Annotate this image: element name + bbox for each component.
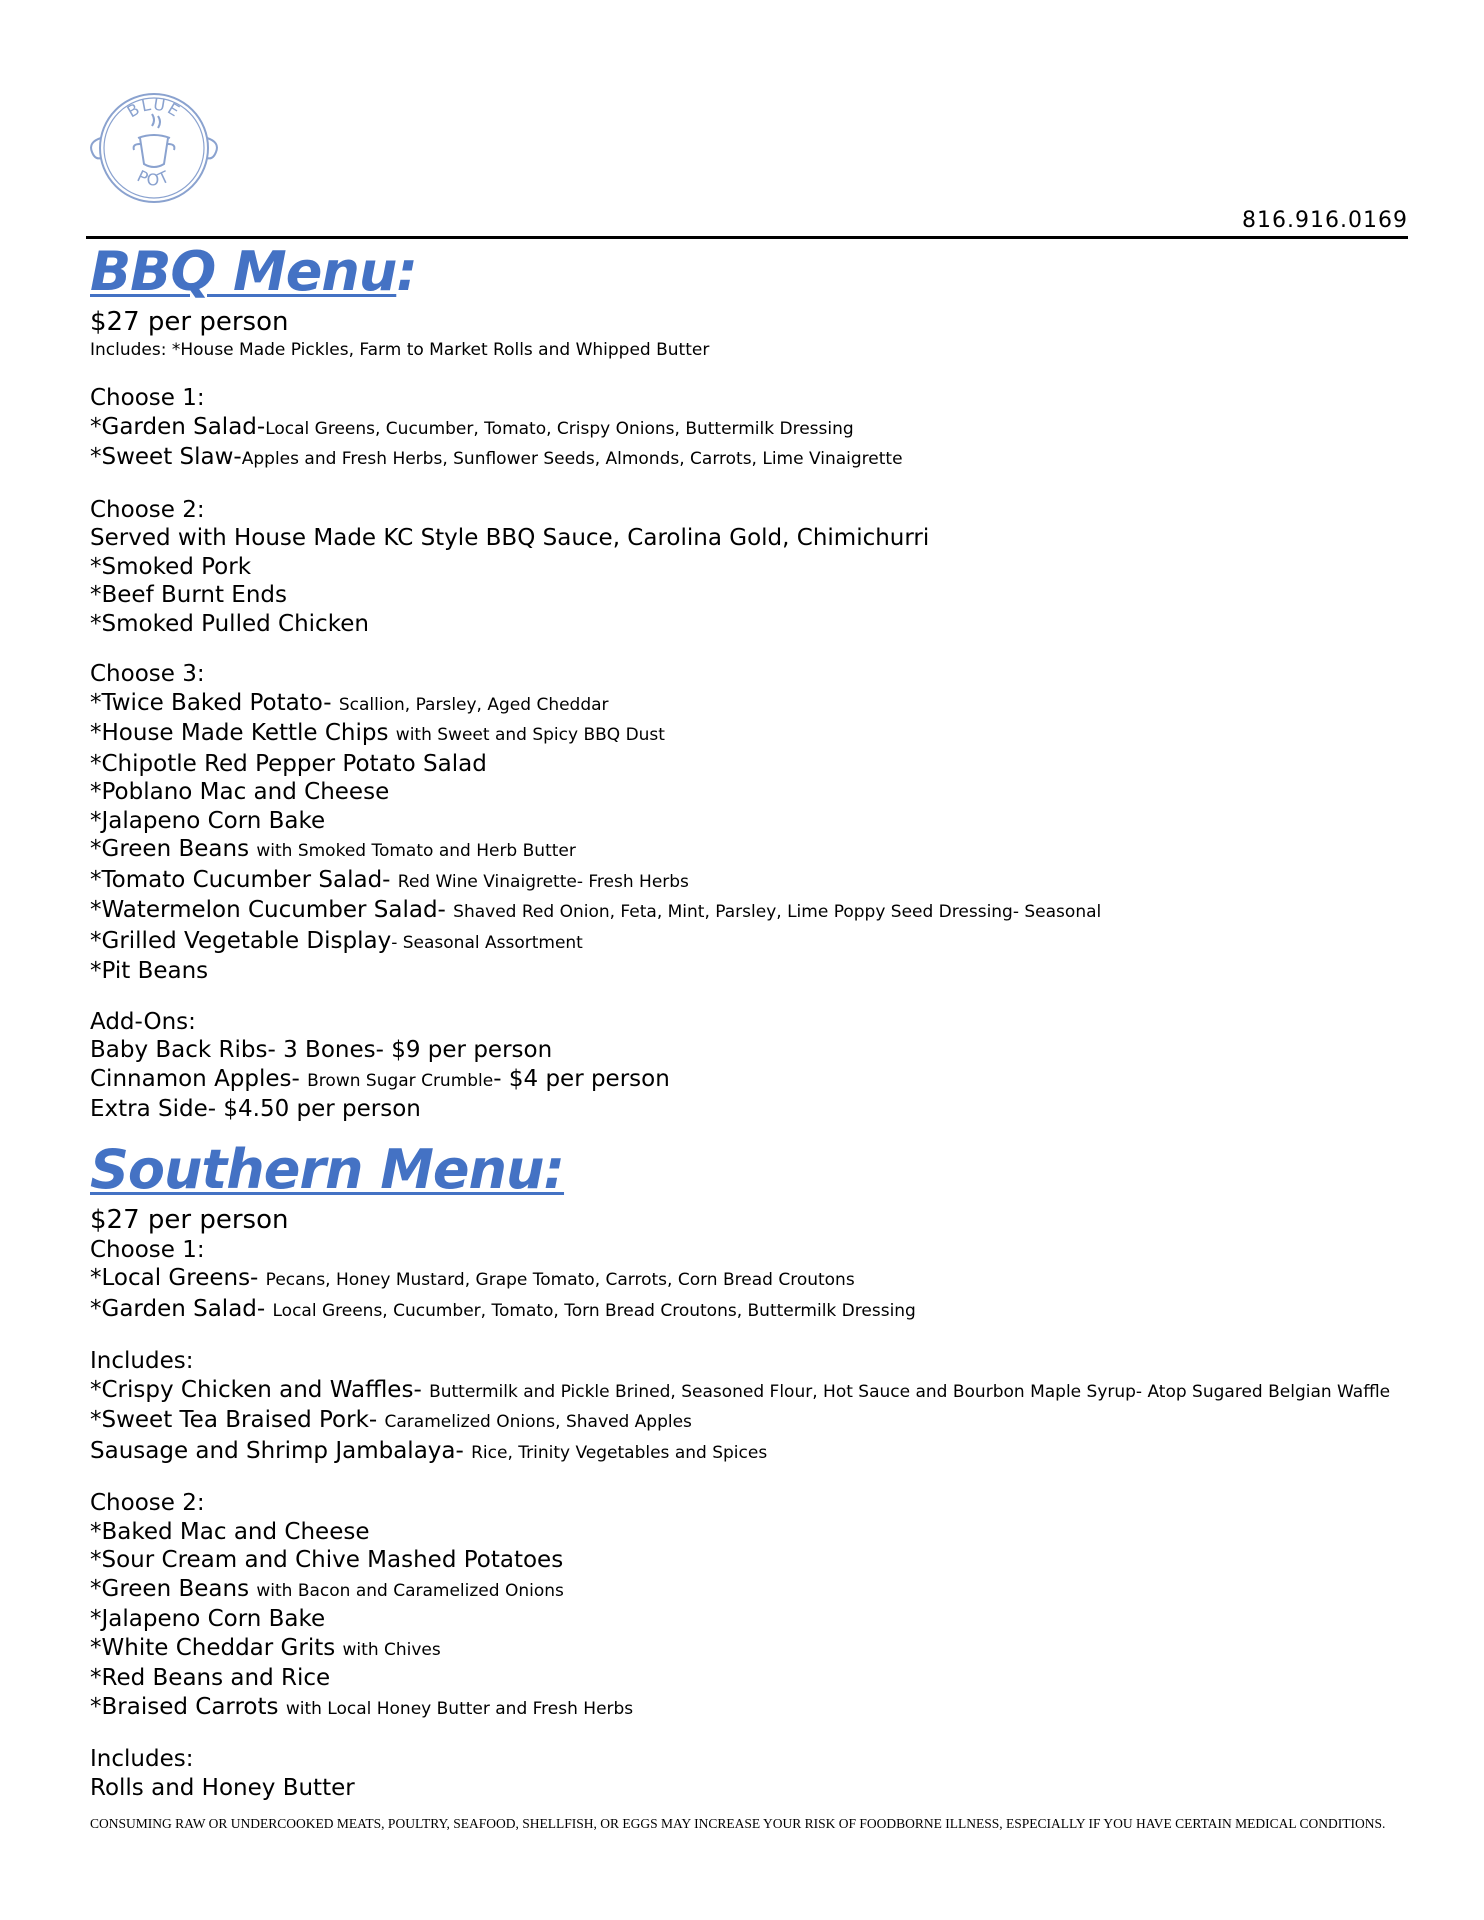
southern-includes2-heading: Includes: (90, 1746, 194, 1772)
list-item: Sausage and Shrimp Jambalaya- Rice, Trinity Vegetables and Spices (90, 1437, 768, 1464)
bbq-menu-title (90, 238, 1430, 306)
bbq-choose2-heading: Choose 2: (90, 496, 205, 523)
addon-apples: Cinnamon Apples- Brown Sugar Crumble- $4 per person (90, 1065, 670, 1092)
list-item: *Green Beans with Smoked Tomato and Herb Butter (90, 836, 576, 862)
list-item: *Green Beans with Bacon and Caramelized Onions (90, 1575, 564, 1602)
list-item: *Pit Beans (90, 958, 209, 984)
list-item: *Garden Salad-Local Greens, Cucumber, Tomato, Crispy Onions, Buttermilk Dressing (90, 413, 854, 440)
list-item: *Poblano Mac and Cheese (90, 779, 390, 805)
pot-icon (134, 114, 175, 167)
menu-content (90, 238, 1430, 1831)
list-item: *Local Greens- Pecans, Honey Mustard, Grape Tomato, Carrots, Corn Bread Croutons (90, 1265, 855, 1291)
list-item: *Chipotle Red Pepper Potato Salad (90, 750, 487, 777)
list-item: *Jalapeno Corn Bake (90, 807, 326, 834)
phone-number: 816.916.0169 (1242, 208, 1408, 233)
list-item: *Sour Cream and Chive Mashed Potatoes (90, 1547, 564, 1573)
list-item: *Smoked Pork (90, 553, 252, 580)
bbq-menu-title-colon: : (396, 240, 417, 303)
list-item: *Watermelon Cucumber Salad- Shaved Red Onion, Feta, Mint, Parsley, Lime Poppy Seed Dressing- Seasonal (90, 897, 1102, 923)
list-item: *Sweet Tea Braised Pork- Caramelized Onions, Shaved Apples (90, 1407, 692, 1433)
list-item: *Tomato Cucumber Salad- Red Wine Vinaigrette- Fresh Herbs (90, 866, 689, 893)
southern-choose1-heading: Choose 1: (90, 1236, 205, 1263)
list-item: *Sweet Slaw-Apples and Fresh Herbs, Sunflower Seeds, Almonds, Carrots, Lime Vinaigrette (90, 444, 903, 470)
list-item: *House Made Kettle Chips with Sweet and Spicy BBQ Dust (90, 720, 665, 746)
addon-extra-side: Extra Side- $4.50 per person (90, 1096, 421, 1122)
bbq-menu-title-text: BBQ Menu (90, 240, 397, 303)
southern-menu-title: Southern Menu: (90, 1137, 565, 1201)
southern-choose2-heading: Choose 2: (90, 1490, 205, 1516)
addon-ribs: Baby Back Ribs- 3 Bones- $9 per person (90, 1037, 553, 1063)
list-item: *Beef Burnt Ends (90, 582, 287, 608)
list-item: *Red Beans and Rice (90, 1665, 331, 1691)
bbq-addons-heading: Add-Ons: (90, 1008, 196, 1035)
blue-pot-logo (86, 86, 222, 210)
southern-rolls: Rolls and Honey Butter (90, 1774, 355, 1801)
bbq-choose1-heading: Choose 1: (90, 385, 205, 411)
bbq-includes: Includes: *House Made Pickles, Farm to Market Rolls and Whipped Butter (90, 340, 710, 360)
bbq-sauces: Served with House Made KC Style BBQ Sauce, Carolina Gold, Chimichurri (90, 525, 930, 551)
southern-price: $27 per person (90, 1204, 289, 1235)
bbq-choose3-heading: Choose 3: (90, 661, 205, 687)
southern-includes-heading: Includes: (90, 1348, 194, 1374)
list-item: *Garden Salad- Local Greens, Cucumber, Tomato, Torn Bread Croutons, Buttermilk Dressing (90, 1295, 916, 1322)
list-item: *Smoked Pulled Chicken (90, 610, 369, 637)
list-item: *Baked Mac and Cheese (90, 1518, 370, 1545)
list-item: *Grilled Vegetable Display- Seasonal Assortment (90, 927, 583, 954)
list-item: *Twice Baked Potato- Scallion, Parsley, Aged Cheddar (90, 689, 609, 716)
list-item: *Jalapeno Corn Bake (90, 1606, 326, 1632)
bbq-price: $27 per person (90, 307, 289, 337)
logo-text-bottom: POT (134, 166, 174, 190)
list-item: *Crispy Chicken and Waffles- Buttermilk and Pickle Brined, Seasoned Flour, Hot Sauce and Bourbon Maple Syrup- Atop Sugared Belgian Waffle (90, 1376, 1391, 1403)
food-safety-disclaimer: CONSUMING RAW OR UNDERCOOKED MEATS, POULTRY, SEAFOOD, SHELLFISH, OR EGGS MAY INCREASE YOUR RISK OF FOODBORNE ILLNESS, ESPECIALLY IF YOU HAVE CERTAIN MEDICAL CONDITIONS. (90, 1816, 1386, 1831)
list-item: *White Cheddar Grits with Chives (90, 1634, 441, 1661)
svg-text:POT (134, 166, 174, 189)
logo-text-top: BLUE (123, 94, 185, 122)
list-item: *Braised Carrots with Local Honey Butter and Fresh Herbs (90, 1693, 634, 1720)
